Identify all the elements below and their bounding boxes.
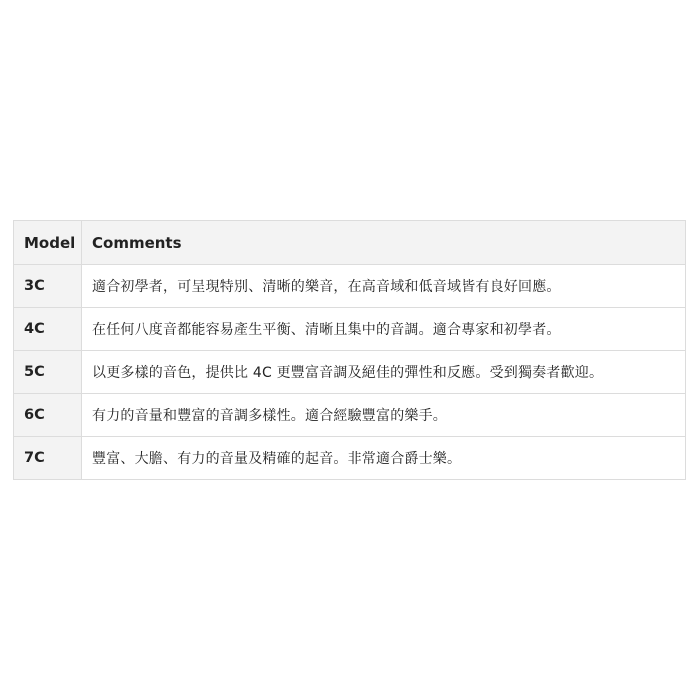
- comments-column-header: Comments: [82, 221, 686, 265]
- model-comments-table: [13, 220, 686, 480]
- comparison-table-container: [13, 220, 685, 480]
- table-header: [14, 221, 686, 265]
- table-row: [14, 394, 686, 437]
- model-column-header: Model: [14, 221, 82, 265]
- header-row: [14, 221, 686, 265]
- model-cell: 7C: [14, 437, 82, 480]
- comment-cell: 豐富、大膽、有力的音量及精確的起音。非常適合爵士樂。: [82, 437, 686, 480]
- table-row: [14, 265, 686, 308]
- model-cell: 6C: [14, 394, 82, 437]
- comment-cell: 在任何八度音都能容易產生平衡、清晰且集中的音調。適合專家和初學者。: [82, 308, 686, 351]
- comment-cell: 以更多樣的音色，提供比 4C 更豐富音調及絕佳的彈性和反應。受到獨奏者歡迎。: [82, 351, 686, 394]
- table-row: [14, 437, 686, 480]
- comment-cell: 適合初學者，可呈現特別、清晰的樂音，在高音域和低音域皆有良好回應。: [82, 265, 686, 308]
- model-cell: 3C: [14, 265, 82, 308]
- comment-cell: 有力的音量和豐富的音調多樣性。適合經驗豐富的樂手。: [82, 394, 686, 437]
- table-row: [14, 351, 686, 394]
- model-cell: 5C: [14, 351, 82, 394]
- model-cell: 4C: [14, 308, 82, 351]
- table-body: [14, 265, 686, 480]
- table-row: [14, 308, 686, 351]
